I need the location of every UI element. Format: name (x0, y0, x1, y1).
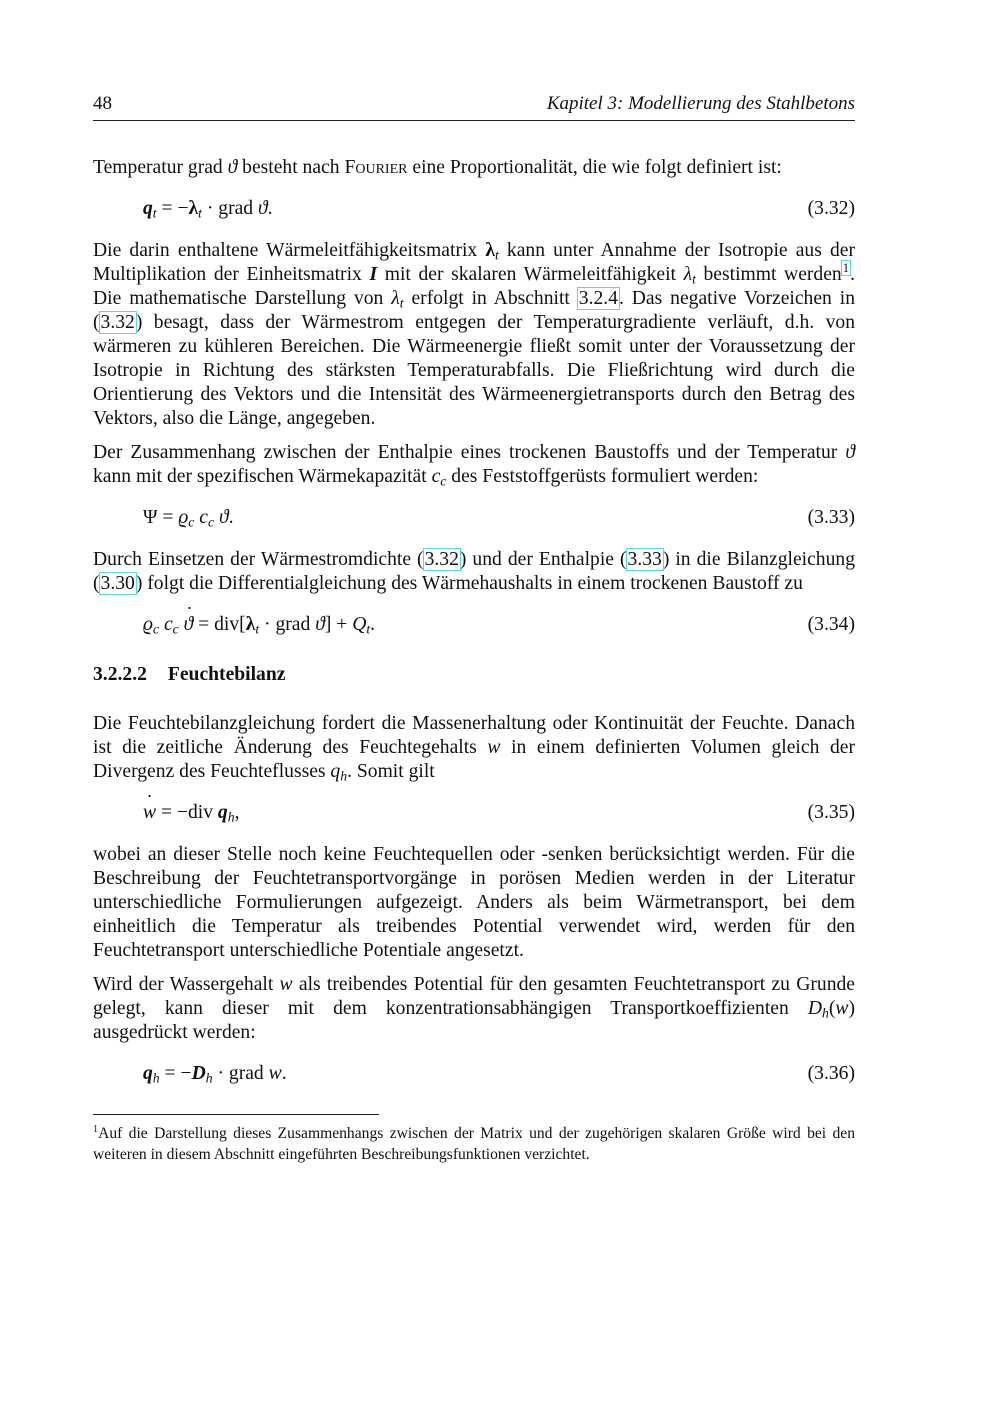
paragraph-fourier: Temperatur grad ϑ besteht nach Fourier eine Proportionalität, die wie folgt definiert ist: (93, 157, 782, 178)
equation-number: (3.35) (807, 802, 855, 823)
equation-number: (3.32) (807, 198, 855, 219)
equation-body: $\Psi = ϱ_c$ $c_c$ ϑ. (143, 507, 234, 530)
equation-body: $q_t = -\lambda_t$ · grad ϑ. (143, 198, 273, 221)
equation-number: (3.36) (807, 1063, 855, 1084)
paragraph-moisture-balance: Die Feuchtebilanzgleichung fordert die Massenerhaltung oder Kontinuität der Feuchte. Danach ist die zeitliche Änderung des Feuchtegehalts w in einem definierten Volumen gleich der Divergenz des Feuchteflusses $q_h$. Somit gilt (93, 713, 855, 784)
page-header (93, 92, 855, 121)
paragraph-substitution: Durch Einsetzen der Wärmestromdichte (3.32) und der Enthalpie (3.33) in die Bilanzgleichung (3.30) folgt die Differentialgleichung des Wärmehaushalts in einem trockenen Baustoff zu (93, 549, 855, 594)
equation-3-32 (93, 197, 855, 221)
footnote-mark: 1 (93, 1123, 99, 1135)
equation-body: ˙ w = −div $q_h$, (143, 801, 239, 825)
footnote (93, 1123, 855, 1165)
equation-link-3-30[interactable]: 3.30 (100, 573, 135, 594)
equation-link-3-33[interactable]: 3.33 (627, 549, 662, 570)
paragraph-enthalpy: Der Zusammenhang zwischen der Enthalpie eines trockenen Baustoffs und der Temperatur ϑ kann mit der spezifischen Wärmekapazität $c_c$ des Feststoffgerüsts formuliert werden: (93, 442, 855, 489)
subsection-number: 3.2.2.2 (93, 664, 147, 685)
paragraph-water-content: Wird der Wassergehalt w als treibendes Potential für den gesamten Feuchtetransport zu Grunde gelegt, kann dieser mit dem konzentrationsabhängigen Transportkoeffizienten $D_h(w)$ ausgedrückt werden: (93, 974, 855, 1043)
equation-link-3-32[interactable]: 3.32 (424, 549, 459, 570)
page (93, 92, 855, 1165)
paragraph-moisture-sources: wobei an dieser Stelle noch keine Feuchtequellen oder -senken berücksichtigt werden. Für die Beschreibung der Feuchtetransportvorgänge in porösen Medien werden in der Literatur unterschiedliche Formulierungen aufgezeigt. Anders als beim Wärmetransport, bei dem einheitlich die Temperatur als treibendes Potential verwendet wird, werden für den Feuchtetransport unterschiedliche Potentiale angesetzt. (93, 844, 855, 961)
chapter-title: Kapitel 3: Modellierung des Stahlbetons (546, 93, 855, 114)
footnote-link[interactable]: 1 (842, 261, 850, 276)
page-number: 48 (93, 93, 112, 114)
footnote-text: Auf die Darstellung dieses Zusammenhangs zwischen der Matrix und der zugehörigen skalaren Größe wird bei den weiteren in diesem Abschnitt eingeführten Beschreibungsfunktionen verzichtet. (93, 1125, 855, 1163)
paragraph-conductivity: Die darin enthaltene Wärmeleitfähigkeitsmatrix $\lambda_t$ kann unter Annahme der Isotropie aus der Multiplikation der Einheitsmatrix I mit der skalaren Wärmeleitfähigkeit $\lambda_t$ bestimmt werden$^1$. Die mathematische Darstellung von $\lambda_t$ erfolgt in Abschnitt 3.2.4. Das negative Vorzeichen in (3.32) besagt, dass der Wärmestrom entgegen der Temperaturgradiente verläuft, d.h. von wärmeren zu kühleren Bereichen. Die Wärmeenergie fließt somit unter der Voraussetzung der Isotropie in Richtung des stärksten Temperaturabfalls. Die Fließrichtung wird durch die Orientierung des Vektors und die Intensität des Wärmeenergietransports durch den Betrag des Vektors, also die Länge, angegeben. (93, 240, 856, 429)
subsection-title: Feuchtebilanz (167, 664, 286, 685)
equation-number: (3.33) (807, 507, 855, 528)
section-link-3-2-4[interactable]: 3.2.4 (578, 288, 618, 309)
subsection-heading (93, 663, 855, 687)
equation-3-36 (93, 1062, 855, 1086)
footnote-divider (93, 1114, 379, 1115)
equation-body: $q_h = -D_h$ · grad w. (143, 1063, 287, 1086)
equation-number: (3.34) (807, 614, 855, 635)
equation-link-3-32[interactable]: 3.32 (100, 312, 135, 333)
equation-body: $ϱ_c$ $c_c$ ˙ $ϑ = div[\lambda_t$ · grad $ϑ] + Q_t$. (143, 613, 375, 637)
equation-3-35 (93, 801, 855, 825)
equation-3-33 (93, 506, 855, 530)
equation-3-34 (93, 613, 855, 637)
